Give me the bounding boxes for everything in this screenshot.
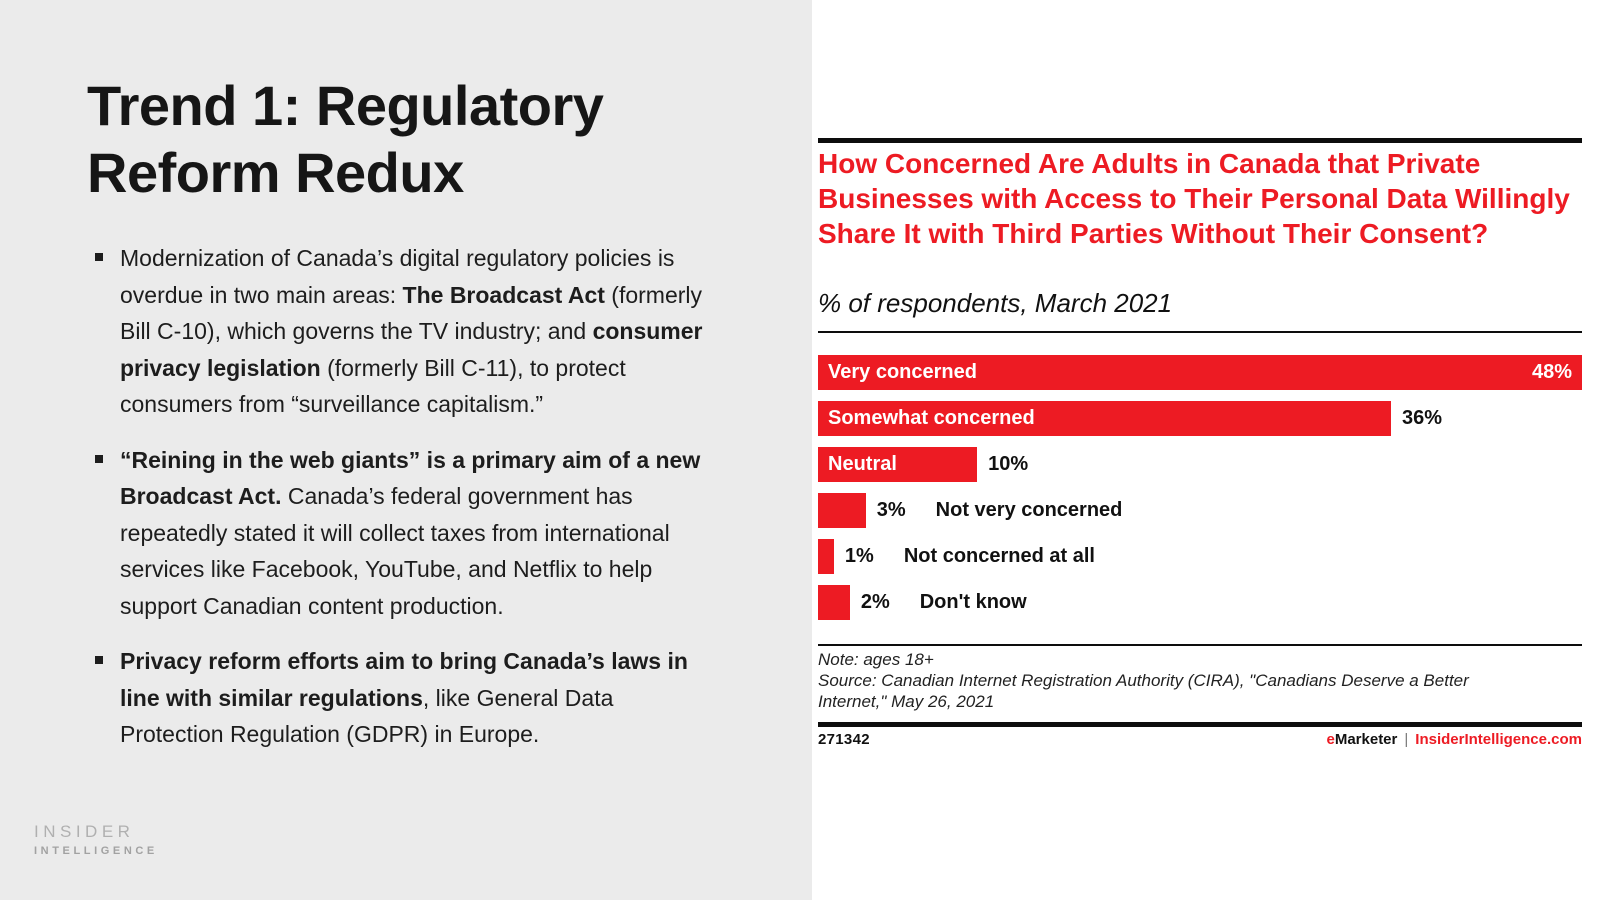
bar-value-label: 10%	[988, 453, 1029, 475]
chart-source: Source: Canadian Internet Registration Authority (CIRA), "Canadians Deserve a Better Internet," May 26, 2021	[818, 671, 1469, 711]
bar-value-label: 3%	[876, 499, 906, 521]
bar-row	[818, 447, 1582, 482]
bar-category-label: Not very concerned	[935, 499, 1123, 521]
bullet-marker-icon	[95, 253, 103, 261]
brand-separator: |	[1404, 731, 1409, 748]
chart-note-rule	[818, 644, 1582, 646]
bullet-text: “Reining in the web giants” is a primary aim of a new Broadcast Act. Canada’s federal government has repeatedly stated it will collect taxes from international services like Facebook, YouTube, and Netflix to help support Canadian content production.	[120, 446, 701, 619]
bar-category-label: Very concerned	[828, 361, 977, 383]
logo-intelligence-text: INTELLIGENCE	[34, 845, 158, 857]
bullet-text: Modernization of Canada’s digital regulatory policies is overdue in two main areas: The Broadcast Act (formerly Bill C-10), which governs the TV industry; and consumer privacy legislation (formerly Bill C-11), to protect consumers from “surveillance capitalism.”	[120, 245, 703, 417]
bullet-item	[95, 240, 735, 423]
bar-row	[818, 355, 1582, 390]
chart-header-rule	[818, 331, 1582, 333]
bar	[818, 355, 1582, 390]
chart-panel	[812, 0, 1600, 900]
insider-intelligence-logo	[34, 822, 158, 857]
bar	[818, 585, 850, 620]
bar	[818, 447, 977, 482]
bar-value-label: 2%	[860, 591, 890, 613]
bar-category-label: Somewhat concerned	[828, 407, 1035, 429]
bar-value-label: 1%	[844, 545, 874, 567]
emarketer-logo-e: e	[1326, 731, 1335, 748]
bullet-item	[95, 643, 735, 753]
bar-category-label: Don't know	[919, 591, 1027, 613]
emarketer-chart	[818, 0, 1582, 900]
bullet-list	[95, 240, 735, 772]
chart-bottom-rule	[818, 722, 1582, 727]
bar	[818, 401, 1391, 436]
bar-category-label: Not concerned at all	[903, 545, 1095, 567]
chart-top-rule	[818, 138, 1582, 143]
chart-title: How Concerned Are Adults in Canada that Private Businesses with Access to Their Personal Data Willingly Share It with Third Parties Without Their Consent?	[818, 148, 1570, 249]
bar	[818, 493, 866, 528]
bar-row	[818, 493, 1582, 528]
chart-id: 271342	[818, 731, 870, 748]
bullet-marker-icon	[95, 656, 103, 664]
bar-row	[818, 585, 1582, 620]
bar-value-label: 48%	[1531, 361, 1572, 383]
bar-chart	[818, 355, 1582, 621]
bullet-marker-icon	[95, 455, 103, 463]
bar-category-label: Neutral	[828, 453, 897, 475]
emarketer-logo-text: Marketer	[1334, 731, 1398, 748]
bar-row	[818, 401, 1582, 436]
bullet-text: Privacy reform efforts aim to bring Canada’s laws in line with similar regulations, like General Data Protection Regulation (GDPR) in Europe.	[120, 648, 688, 747]
insider-intelligence-url: InsiderIntelligence.com	[1415, 731, 1582, 748]
slide-title: Trend 1: Regulatory Reform Redux	[87, 74, 604, 204]
bar-value-label: 36%	[1402, 407, 1443, 429]
chart-subtitle: % of respondents, March 2021	[818, 288, 1173, 318]
bar	[818, 539, 834, 574]
logo-insider-text: INSIDER	[34, 822, 135, 841]
bullet-item	[95, 442, 735, 625]
bar-row	[818, 539, 1582, 574]
chart-note: Note: ages 18+	[818, 650, 934, 669]
chart-footer	[818, 731, 1582, 748]
brand-line	[1326, 731, 1582, 748]
